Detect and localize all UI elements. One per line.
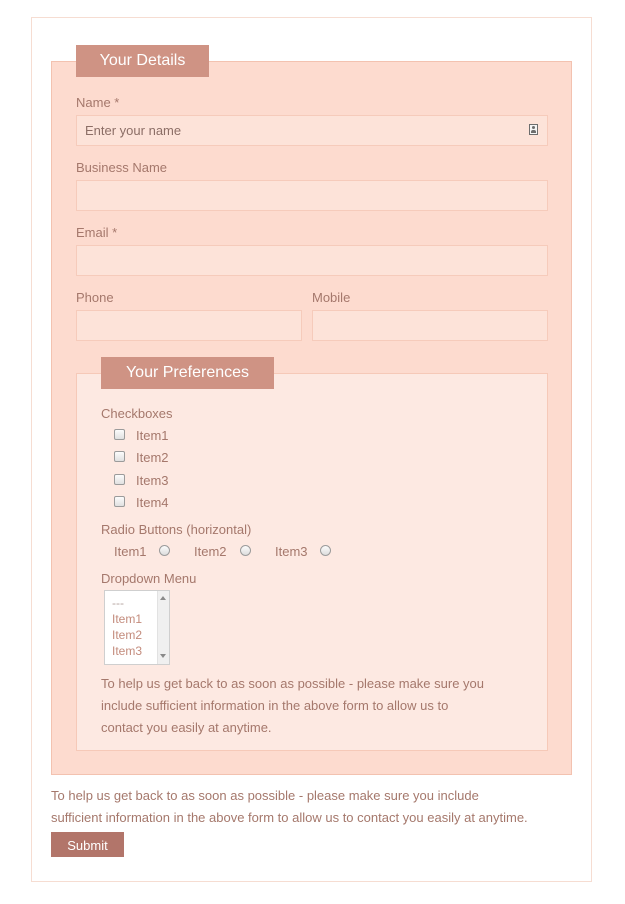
preferences-help-line-2: include sufficient information in the above form to allow us to bbox=[101, 698, 449, 713]
scroll-up-icon[interactable] bbox=[160, 596, 166, 600]
footer-help-text bbox=[51, 785, 528, 829]
radio-item1[interactable] bbox=[159, 545, 170, 556]
footer-help-line-1: To help us get back to as soon as possible - please make sure you include bbox=[51, 788, 479, 803]
checkbox-item3-label: Item3 bbox=[136, 473, 169, 488]
email-input[interactable] bbox=[76, 245, 548, 276]
details-legend: Your Details bbox=[76, 45, 209, 77]
checkbox-item2[interactable] bbox=[114, 451, 125, 462]
checkbox-item1[interactable] bbox=[114, 429, 125, 440]
dropdown-menu-label: Dropdown Menu bbox=[101, 571, 197, 586]
footer-help-line-2: sufficient information in the above form to allow us to contact you easily at anytime. bbox=[51, 810, 528, 825]
name-label: Name * bbox=[76, 95, 120, 110]
checkbox-item2-label: Item2 bbox=[136, 450, 169, 465]
checkbox-item3[interactable] bbox=[114, 474, 125, 485]
submit-button[interactable]: Submit bbox=[51, 832, 124, 857]
radio-item2-label: Item2 bbox=[194, 544, 227, 559]
preferences-help-line-3: contact you easily at anytime. bbox=[101, 720, 272, 735]
checkbox-item1-label: Item1 bbox=[136, 428, 169, 443]
mobile-input[interactable] bbox=[312, 310, 548, 341]
radio-item2[interactable] bbox=[240, 545, 251, 556]
contact-card-icon[interactable] bbox=[529, 124, 538, 135]
preferences-help-text bbox=[101, 673, 484, 739]
email-label: Email * bbox=[76, 225, 118, 240]
preferences-legend: Your Preferences bbox=[101, 357, 274, 389]
name-placeholder: Enter your name bbox=[85, 123, 182, 138]
checkbox-item4-label: Item4 bbox=[136, 495, 169, 510]
business-name-input[interactable] bbox=[76, 180, 548, 211]
dropdown-option-item2[interactable]: Item2 bbox=[112, 628, 143, 642]
listbox-scrollbar[interactable] bbox=[157, 591, 169, 664]
radio-item1-label: Item1 bbox=[114, 544, 147, 559]
dropdown-option-placeholder[interactable]: --- bbox=[112, 596, 124, 610]
phone-label: Phone bbox=[76, 290, 114, 305]
business-name-label: Business Name bbox=[76, 160, 168, 175]
mobile-label: Mobile bbox=[312, 290, 351, 305]
scroll-down-icon[interactable] bbox=[160, 654, 166, 658]
checkboxes-label: Checkboxes bbox=[101, 406, 173, 421]
dropdown-option-item1[interactable]: Item1 bbox=[112, 612, 143, 626]
dropdown-option-item3[interactable]: Item3 bbox=[112, 644, 143, 658]
name-input[interactable] bbox=[76, 115, 548, 146]
phone-input[interactable] bbox=[76, 310, 302, 341]
checkbox-item4[interactable] bbox=[114, 496, 125, 507]
radio-item3-label: Item3 bbox=[275, 544, 308, 559]
radio-item3[interactable] bbox=[320, 545, 331, 556]
preferences-help-line-1: To help us get back to as soon as possible - please make sure you bbox=[101, 676, 484, 691]
radio-buttons-label: Radio Buttons (horizontal) bbox=[101, 522, 252, 537]
dropdown-listbox[interactable] bbox=[104, 590, 170, 665]
